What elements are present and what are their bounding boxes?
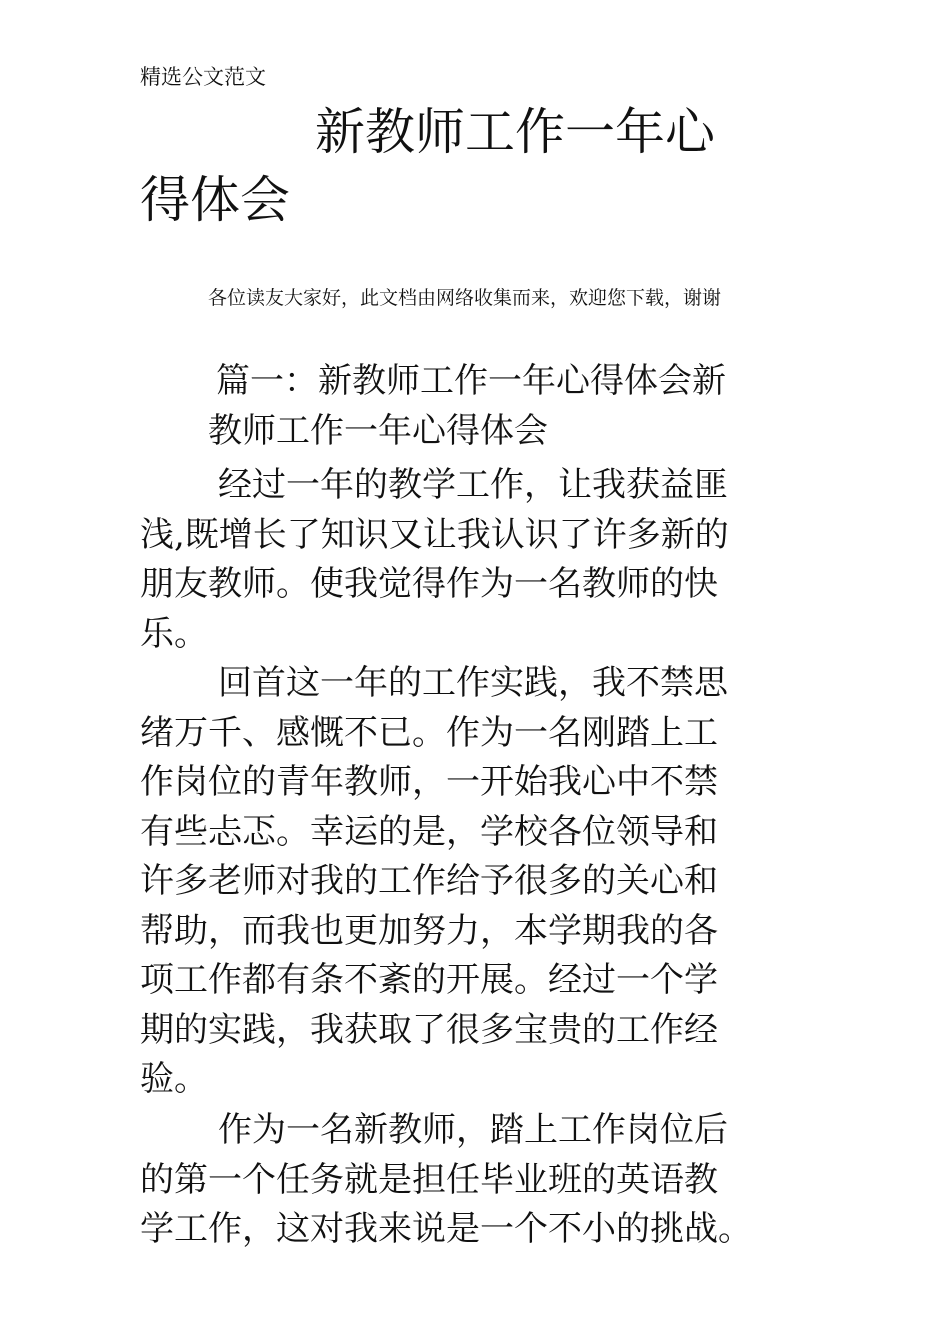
paragraph-2 (140, 659, 840, 1105)
paragraph-line: 帮助，而我也更加努力，本学期我的各 (140, 910, 718, 951)
paragraph-line: 回首这一年的工作实践，我不禁思 (218, 663, 728, 703)
paragraph-line: 乐。 (140, 613, 208, 654)
paragraph-3 (140, 1106, 840, 1255)
paragraph-line: 朋友教师。使我觉得作为一名教师的快 (140, 564, 718, 604)
paragraph-line: 浅,既增长了知识又让我认识了许多新的 (140, 514, 729, 555)
header-label: 精选公文范文 (140, 65, 266, 89)
section-heading-line-1: 篇一：新教师工作一年心得体会新 (216, 361, 726, 401)
title-line-2: 得体会 (140, 171, 290, 229)
paragraph-line: 经过一年的教学工作，让我获益匪 (218, 465, 728, 505)
section-heading-line-2: 教师工作一年心得体会 (208, 411, 548, 451)
paragraph-line: 的第一个任务就是担任毕业班的英语教 (140, 1159, 718, 1200)
paragraph-line: 期的实践，我获取了很多宝贵的工作经 (140, 1009, 718, 1050)
paragraph-line: 绪万千、感慨不已。作为一名刚踏上工 (140, 712, 718, 753)
document-title (140, 98, 820, 234)
paragraph-line: 许多老师对我的工作给予很多的关心和 (140, 861, 718, 901)
paragraph-line: 作为一名新教师，踏上工作岗位后 (218, 1110, 728, 1150)
reader-notice: 各位读友大家好，此文档由网络收集而来，欢迎您下载，谢谢 (208, 287, 722, 309)
paragraph-line: 学工作，这对我来说是一个不小的挑战。 (140, 1209, 752, 1249)
paragraph-line: 有些忐忑。幸运的是，学校各位领导和 (140, 811, 718, 852)
paragraph-line: 项工作都有条不紊的开展。经过一个学 (140, 960, 718, 1000)
paragraph-line: 验。 (140, 1059, 208, 1099)
section-heading (140, 356, 820, 456)
title-line-1: 新教师工作一年心 (315, 103, 715, 161)
paragraph-1 (140, 461, 840, 659)
paragraph-line: 作岗位的青年教师，一开始我心中不禁 (140, 762, 718, 802)
